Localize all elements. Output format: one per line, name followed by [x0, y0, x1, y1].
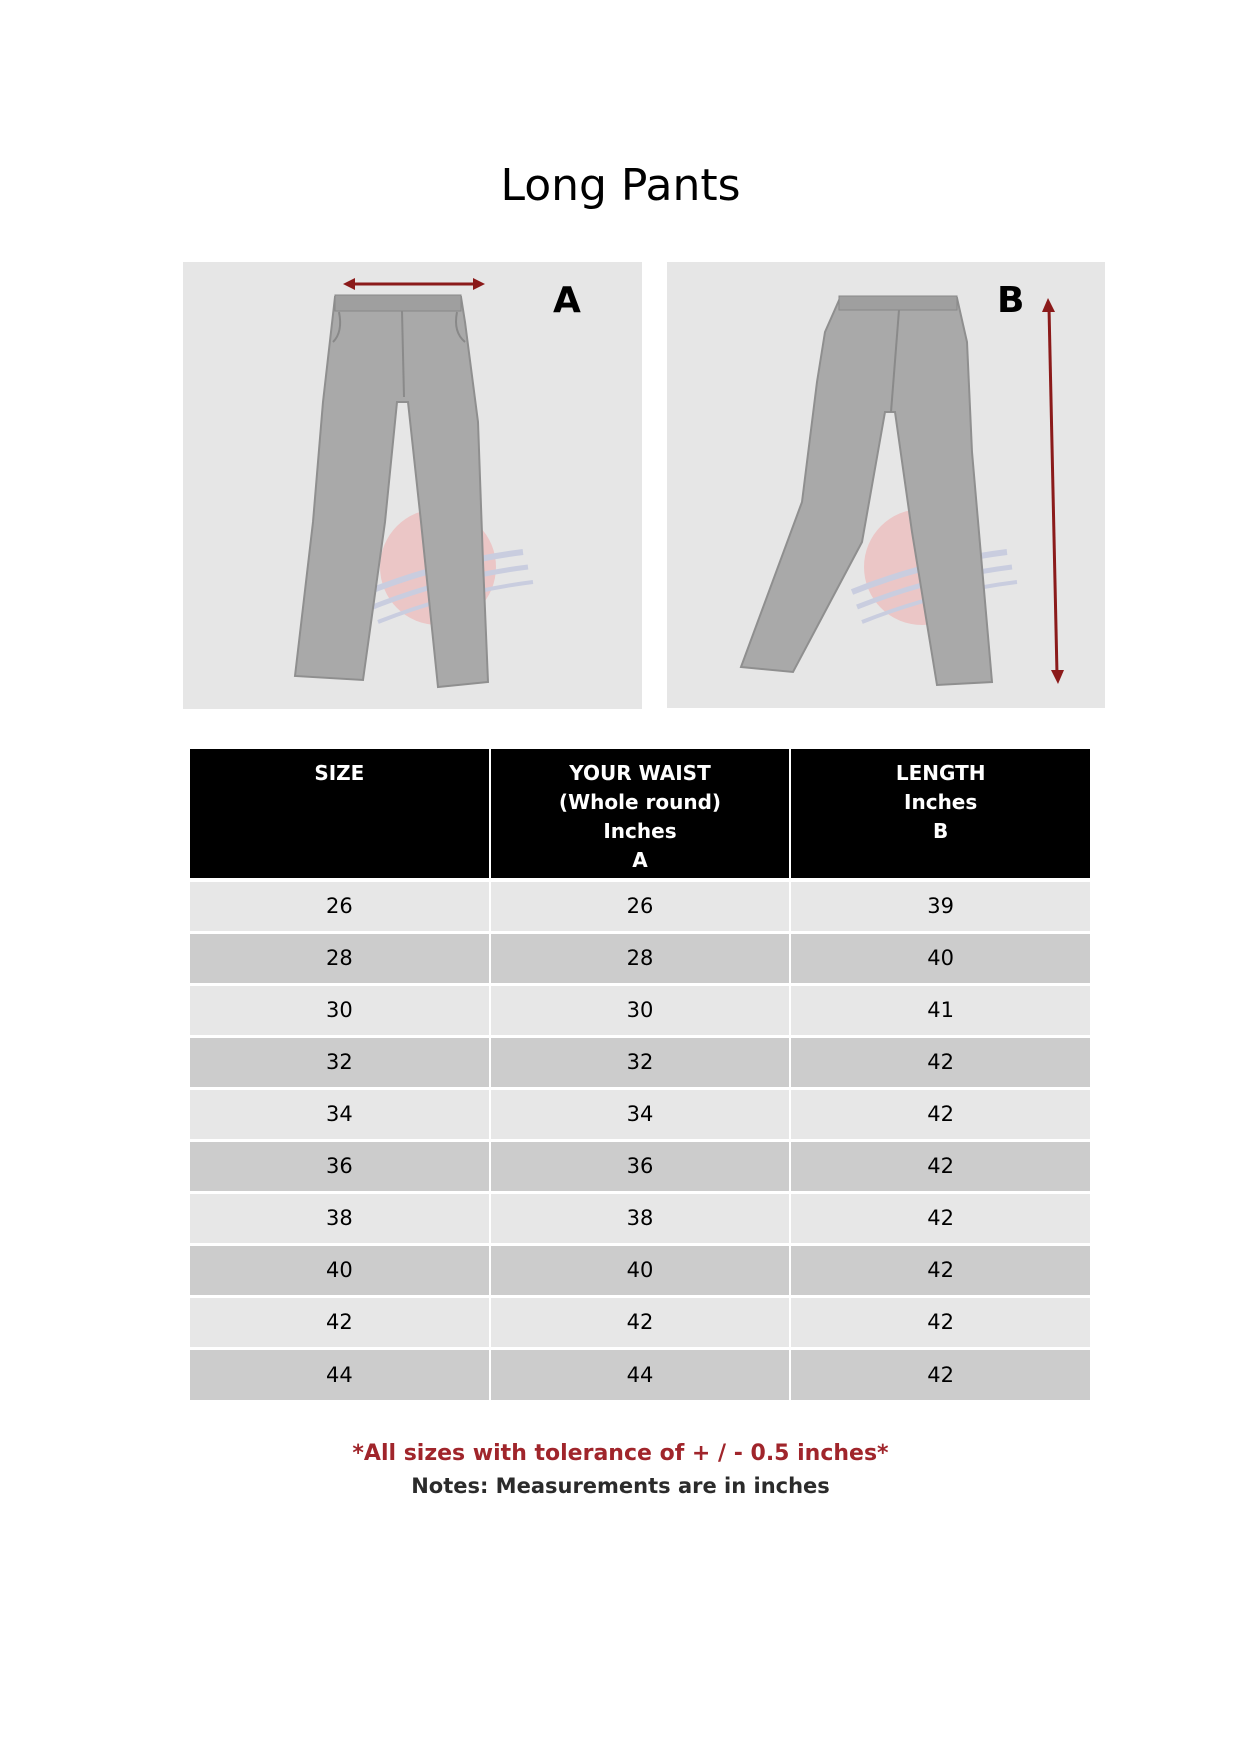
cell-size: 40 [189, 1244, 490, 1296]
cell-length: 42 [790, 1036, 1091, 1088]
cell-length: 42 [790, 1088, 1091, 1140]
cell-length: 42 [790, 1296, 1091, 1348]
cell-length: 42 [790, 1140, 1091, 1192]
pants-back-illustration [667, 262, 1105, 708]
table-header-row [189, 749, 1091, 880]
cell-waist: 44 [490, 1348, 791, 1400]
table-row [189, 932, 1091, 984]
table-row [189, 880, 1091, 932]
cell-waist: 30 [490, 984, 791, 1036]
cell-waist: 32 [490, 1036, 791, 1088]
cell-length: 41 [790, 984, 1091, 1036]
cell-size: 38 [189, 1192, 490, 1244]
cell-length: 40 [790, 932, 1091, 984]
header-size: SIZE [189, 749, 490, 880]
cell-length: 39 [790, 880, 1091, 932]
pants-front-photo [183, 262, 642, 709]
header-waist: YOUR WAIST (Whole round) Inches A [490, 749, 791, 880]
cell-size: 32 [189, 1036, 490, 1088]
cell-size: 36 [189, 1140, 490, 1192]
units-note: Notes: Measurements are in inches [411, 1474, 830, 1498]
cell-size: 34 [189, 1088, 490, 1140]
table-row [189, 1348, 1091, 1400]
cell-waist: 40 [490, 1244, 791, 1296]
cell-size: 30 [189, 984, 490, 1036]
table-row [189, 1296, 1091, 1348]
table-row [189, 1140, 1091, 1192]
table-row [189, 1036, 1091, 1088]
measure-label-b: B [997, 280, 1025, 321]
cell-size: 44 [189, 1348, 490, 1400]
cell-size: 28 [189, 932, 490, 984]
cell-waist: 34 [490, 1088, 791, 1140]
cell-length: 42 [790, 1192, 1091, 1244]
measure-label-a: A [553, 280, 581, 321]
cell-size: 42 [189, 1296, 490, 1348]
cell-waist: 36 [490, 1140, 791, 1192]
cell-length: 42 [790, 1348, 1091, 1400]
header-length: LENGTH Inches B [790, 749, 1091, 880]
cell-waist: 38 [490, 1192, 791, 1244]
cell-waist: 26 [490, 880, 791, 932]
table-row [189, 984, 1091, 1036]
cell-size: 26 [189, 880, 490, 932]
page-title: Long Pants [500, 160, 741, 211]
table-row [189, 1192, 1091, 1244]
table-row [189, 1088, 1091, 1140]
tolerance-note: *All sizes with tolerance of + / - 0.5 inches* [352, 1441, 889, 1466]
length-arrow [1049, 308, 1057, 674]
cell-waist: 42 [490, 1296, 791, 1348]
pants-front-illustration [183, 262, 642, 709]
cell-length: 42 [790, 1244, 1091, 1296]
table-row [189, 1244, 1091, 1296]
cell-waist: 28 [490, 932, 791, 984]
size-chart-table [188, 749, 1092, 1401]
pants-back-photo [667, 262, 1105, 708]
